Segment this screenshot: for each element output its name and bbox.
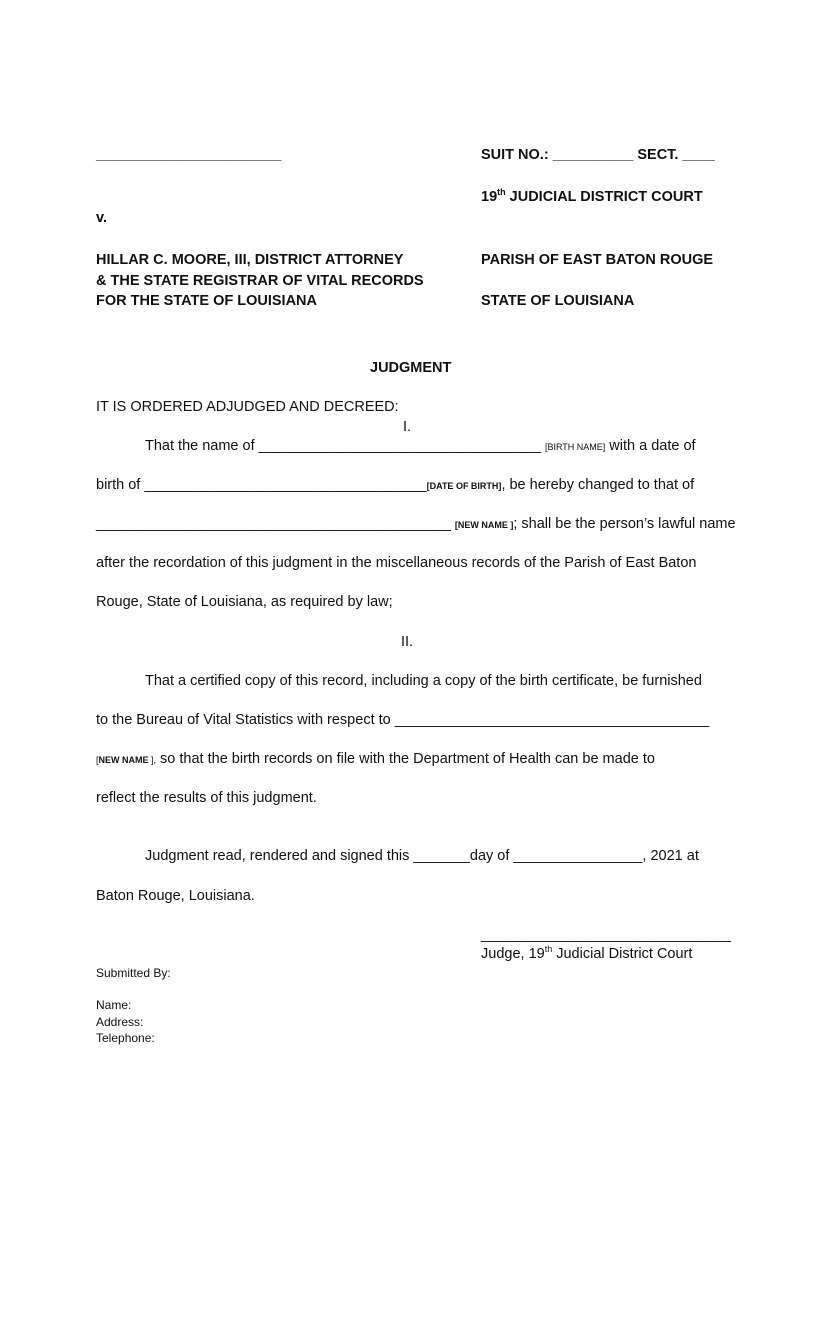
judge-title [481, 946, 692, 962]
plaintiff-name-blank: _______________________ [96, 147, 282, 163]
defendant-line-2: & THE STATE REGISTRAR OF VITAL RECORDS [96, 273, 424, 289]
judge-title-suffix: Judicial District Court [552, 946, 693, 962]
new-name-tag: [NEW NAME ] [454, 520, 514, 530]
section-1-line-3 [96, 516, 736, 532]
birth-name-suffix: with a date of [605, 438, 696, 454]
section-1-line-4: after the recordation of this judgment in the miscellaneous records of the Parish of East Baton [96, 555, 697, 571]
birth-name-tag: [BIRTH NAME] [544, 442, 606, 452]
new-name-suffix: ; shall be the person’s lawful name [513, 516, 736, 532]
section-2-line-4: reflect the results of this judgment. [96, 790, 317, 806]
submitter-address-label: Address: [96, 1015, 144, 1029]
new-name-blank: ____________________________________________ [96, 516, 455, 532]
submitter-telephone-label: Telephone: [96, 1031, 155, 1045]
submitted-by-label: Submitted By: [96, 966, 171, 980]
date-of-birth-prompt: birth of ___________________________________ [96, 477, 427, 493]
new-name-tag-2-open: [ [96, 755, 99, 765]
versus-label: v. [96, 210, 108, 226]
defendant-line-1: HILLAR C. MOORE, III, DISTRICT ATTORNEY [96, 252, 404, 268]
section-2-line-1: That a certified copy of this record, including a copy of the birth certificate, be furnished [145, 673, 702, 689]
section-2-line-3-text: so that the birth records on file with the Department of Health can be made to [156, 751, 655, 767]
section-1-line-2 [96, 477, 694, 493]
section-2-numeral: II. [401, 634, 414, 650]
date-of-birth-suffix: , be hereby changed to that of [501, 477, 695, 493]
intro-line: IT IS ORDERED ADJUDGED AND DECREED: [96, 399, 399, 415]
section-2-line-2: to the Bureau of Vital Statistics with respect to _______________________________________ [96, 712, 710, 728]
section-1-line-5: Rouge, State of Louisiana, as required by law; [96, 594, 393, 610]
date-of-birth-tag: [DATE OF BIRTH] [426, 481, 502, 491]
judge-title-sup: th [544, 944, 553, 955]
birth-name-prompt: That the name of ___________________________________ [145, 438, 545, 454]
defendant-line-3: FOR THE STATE OF LOUISIANA [96, 293, 317, 309]
signing-line-2: Baton Rouge, Louisiana. [96, 888, 255, 904]
signing-line-1: Judgment read, rendered and signed this _______day of ________________, 2021 at [145, 848, 699, 864]
court-name [481, 189, 703, 205]
state-name: STATE OF LOUISIANA [481, 293, 635, 309]
submitter-name-label: Name: [96, 998, 132, 1012]
court-ordinal-suffix: th [497, 187, 506, 198]
new-name-tag-2: NEW NAME [98, 755, 149, 765]
suit-number-line: SUIT NO.: __________ SECT. ____ [481, 147, 715, 163]
parish-name: PARISH OF EAST BATON ROUGE [481, 252, 714, 268]
document-title: JUDGMENT [370, 360, 452, 376]
new-name-tag-2-close: ], [148, 755, 157, 765]
court-ordinal: 19 [481, 189, 498, 205]
judge-signature-line: _______________________________ [481, 927, 731, 943]
judge-title-prefix: Judge, 19 [481, 946, 545, 962]
court-name-text: JUDICIAL DISTRICT COURT [505, 189, 703, 205]
section-1-line-1 [145, 438, 696, 454]
section-1-numeral: I. [403, 419, 412, 435]
section-2-line-3 [96, 751, 655, 767]
